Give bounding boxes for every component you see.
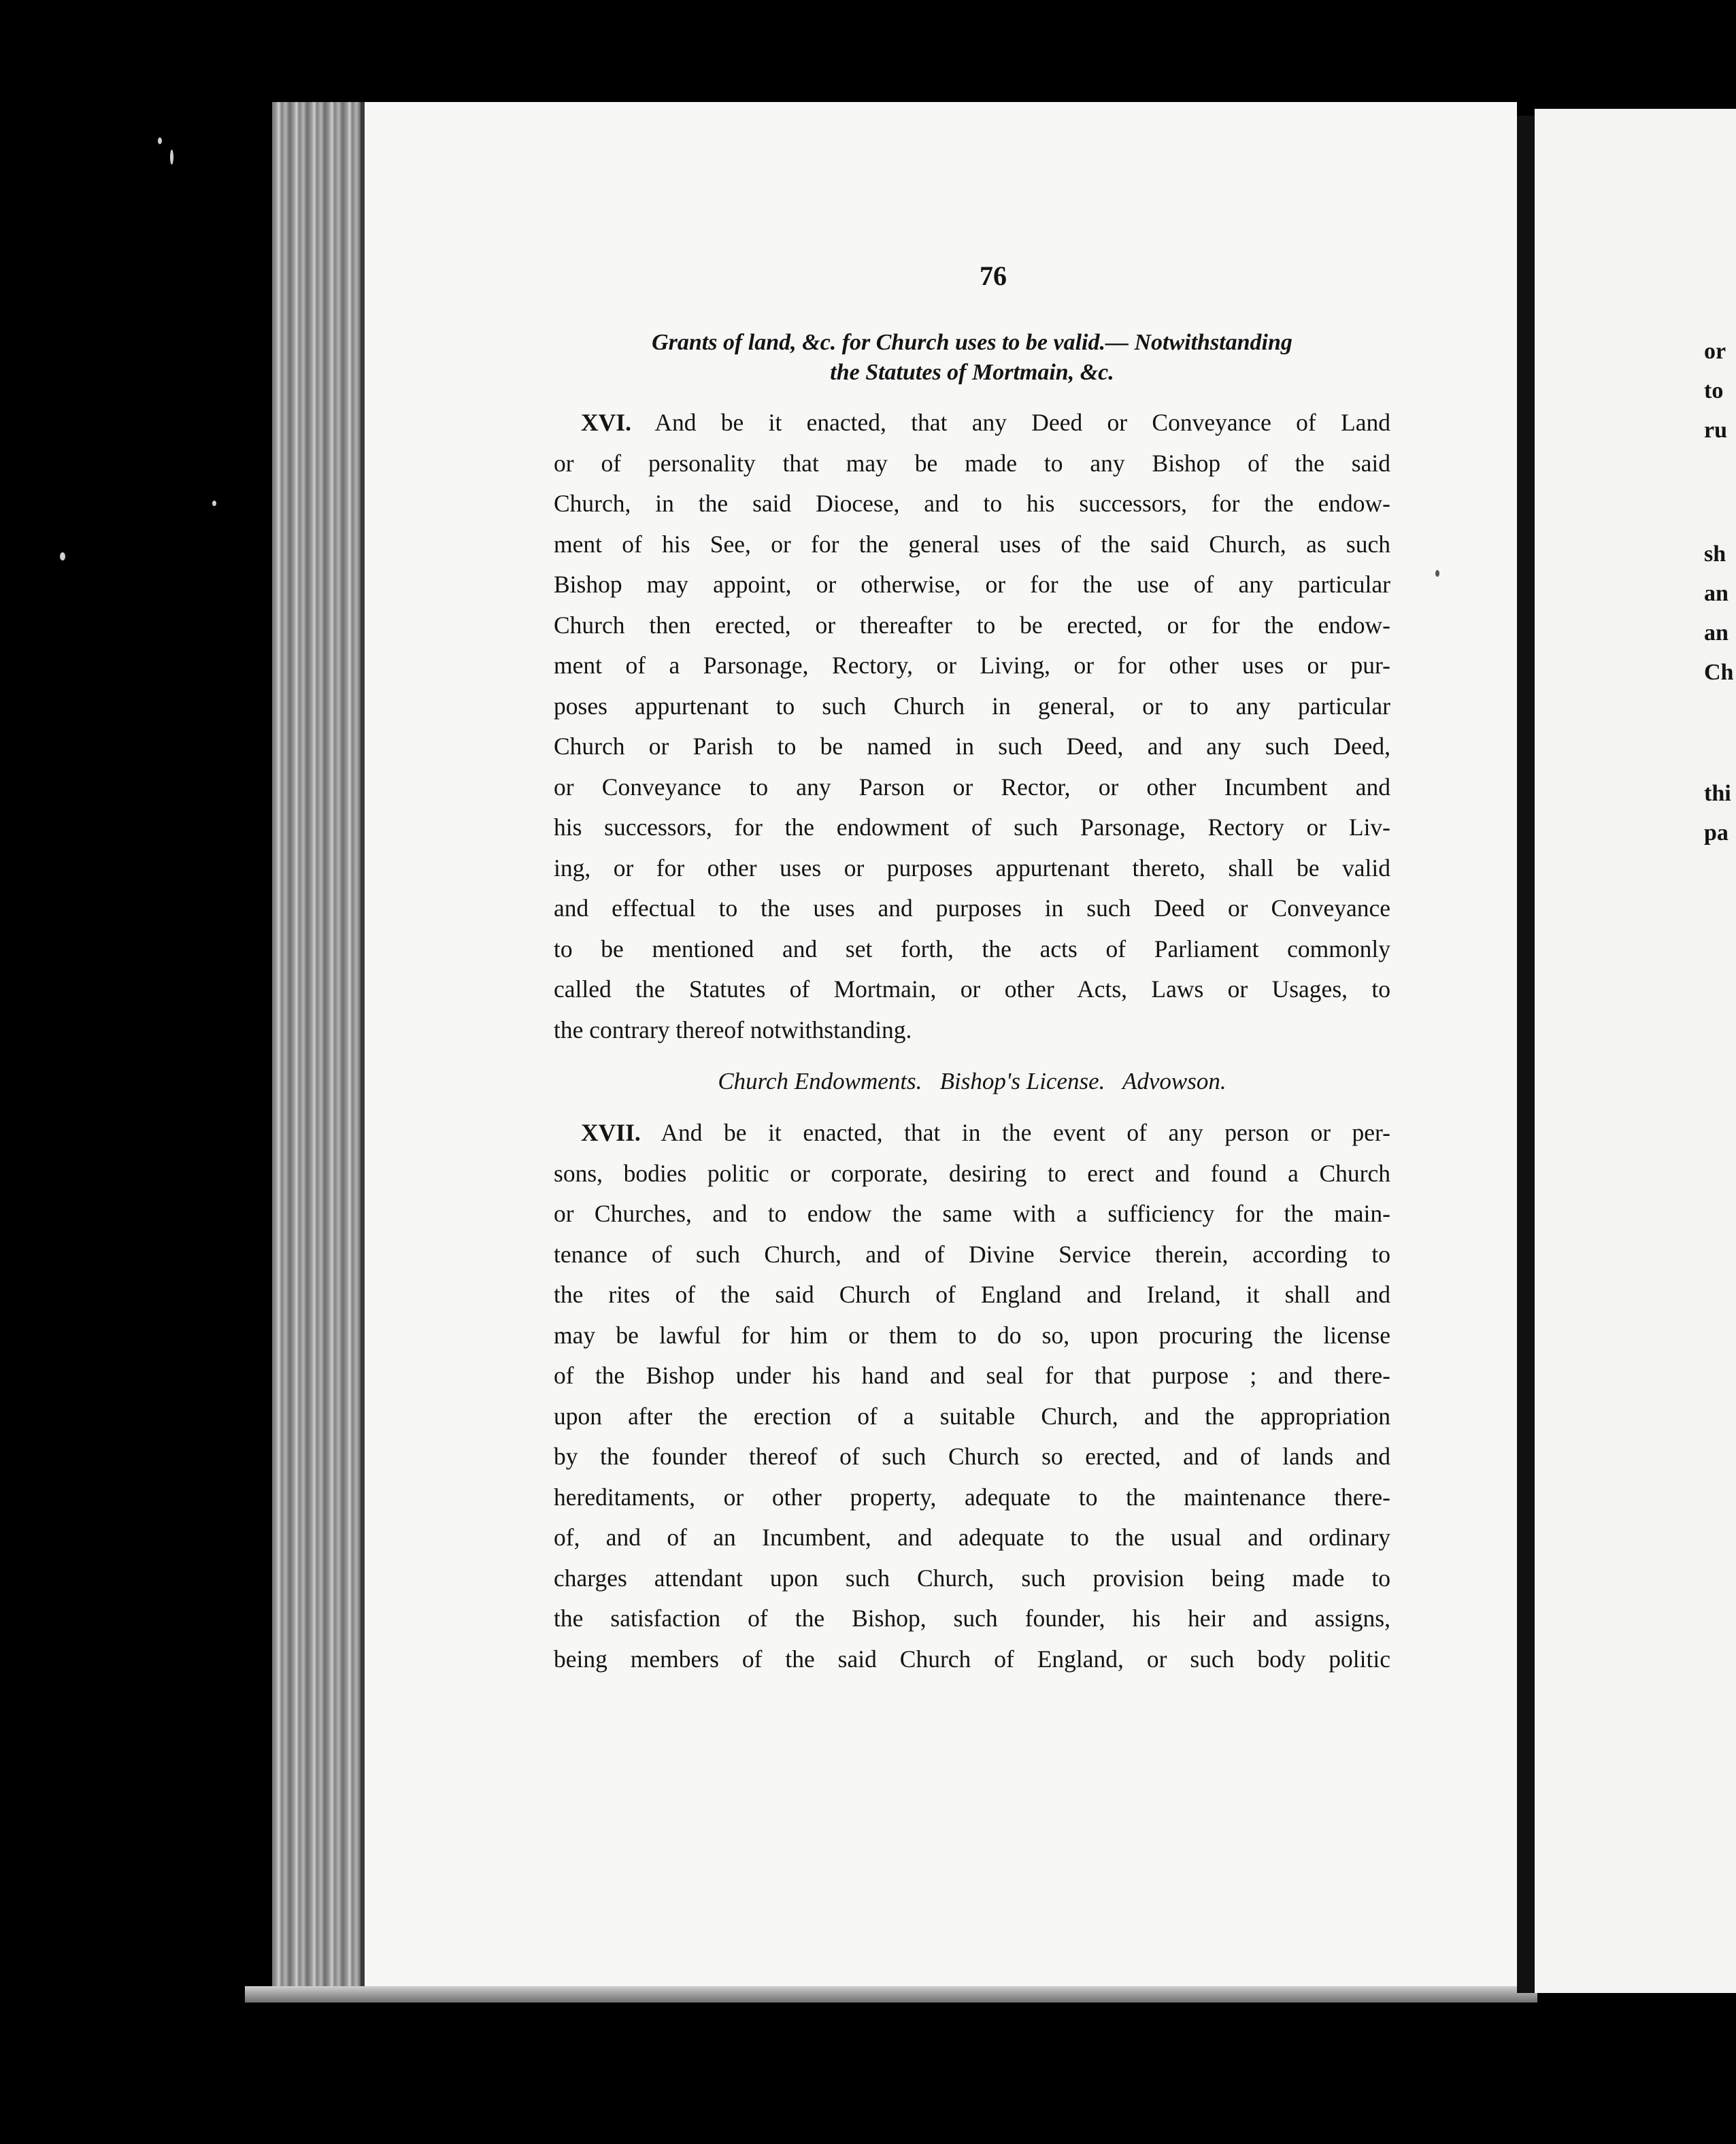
fragment: or bbox=[1704, 339, 1726, 364]
text-line bbox=[554, 403, 1390, 443]
text-span: And be it enacted, that any Deed or Conveyance of Land bbox=[654, 409, 1390, 436]
section-xvi bbox=[554, 403, 1390, 1050]
text-line: Church then erected, or thereafter to be erected, or for the endow- bbox=[554, 611, 1390, 639]
scan-speck bbox=[1435, 570, 1439, 577]
text-line: of the Bishop under his hand and seal for that purpose ; and there- bbox=[554, 1362, 1390, 1389]
text-line: may be lawful for him or them to do so, upon procuring the license bbox=[554, 1321, 1390, 1349]
text-line: being members of the said Church of England, or such body politic bbox=[554, 1645, 1390, 1673]
text-line: ment of his See, or for the general uses of the said Church, as such bbox=[554, 530, 1390, 558]
text-line: by the founder thereof of such Church so erected, and of lands and bbox=[554, 1443, 1390, 1470]
text-line: and effectual to the uses and purposes in such Deed or Conveyance bbox=[554, 894, 1390, 922]
fragment: sh bbox=[1704, 541, 1726, 567]
text-line: upon after the erection of a suitable Church, and the appropriation bbox=[554, 1402, 1390, 1430]
page-bottom-edge bbox=[245, 1986, 1537, 2003]
fragment: thi bbox=[1704, 781, 1731, 806]
text-line: or of personality that may be made to any Bishop of the said bbox=[554, 449, 1390, 477]
scan-speck bbox=[158, 137, 162, 144]
scan-speck bbox=[212, 501, 216, 506]
fragment: ru bbox=[1704, 418, 1727, 443]
text-line: or Churches, and to endow the same with a sufficiency for the main- bbox=[554, 1200, 1390, 1227]
scan-speck bbox=[170, 150, 173, 165]
text-line: of, and of an Incumbent, and adequate to the usual and ordinary bbox=[554, 1524, 1390, 1551]
text-line: or Conveyance to any Parson or Rector, or other Incumbent and bbox=[554, 773, 1390, 801]
page-edge-line bbox=[361, 102, 365, 2000]
text-line bbox=[554, 1113, 1390, 1154]
text-line: the rites of the said Church of England and Ireland, it shall and bbox=[554, 1281, 1390, 1308]
section-xvii bbox=[554, 1113, 1390, 1679]
text-line: hereditaments, or other property, adequate to the maintenance there- bbox=[554, 1483, 1390, 1511]
right-page-fragment-group-2 bbox=[1704, 535, 1733, 692]
text-line: to be mentioned and set forth, the acts of Parliament commonly bbox=[554, 935, 1390, 962]
right-page-fragment-group-1 bbox=[1704, 332, 1727, 450]
text-line: called the Statutes of Mortmain, or other Acts, Laws or Usages, to bbox=[554, 975, 1390, 1003]
text-line: poses appurtenant to such Church in general, or to any particular bbox=[554, 692, 1390, 720]
text-span: And be it enacted, that in the event of any person or per- bbox=[661, 1119, 1390, 1146]
scan-speck bbox=[60, 552, 65, 560]
section-xvi-paragraph bbox=[554, 403, 1390, 1050]
right-page-fragment-group-3 bbox=[1704, 774, 1731, 853]
page-number: 76 bbox=[980, 261, 1007, 291]
subheading: Church Endowments. Bishop's License. Advowson. bbox=[718, 1068, 1226, 1094]
fragment: an bbox=[1704, 620, 1729, 646]
section-heading-grants bbox=[554, 328, 1390, 388]
book-gutter bbox=[1517, 116, 1535, 1993]
fragment: an bbox=[1704, 581, 1729, 606]
heading-line-1: Grants of land, &c. for Church uses to be valid.— Notwithstanding bbox=[652, 330, 1292, 355]
text-line: Bishop may appoint, or otherwise, or for the use of any particular bbox=[554, 571, 1390, 598]
section-number: XVI. bbox=[581, 409, 631, 436]
section-xvii-paragraph bbox=[554, 1113, 1390, 1679]
fragment: Ch bbox=[1704, 660, 1734, 685]
text-line: the satisfaction of the Bishop, such founder, his heir and assigns, bbox=[554, 1605, 1390, 1632]
text-line: sons, bodies politic or corporate, desiring to erect and found a Church bbox=[554, 1159, 1390, 1187]
fragment: to bbox=[1704, 378, 1724, 403]
section-number: XVII. bbox=[581, 1119, 641, 1146]
text-line: his successors, for the endowment of such Parsonage, Rectory or Liv- bbox=[554, 814, 1390, 841]
text-line: Church, in the said Diocese, and to his successors, for the endow- bbox=[554, 490, 1390, 517]
heading-line-2: the Statutes of Mortmain, &c. bbox=[830, 360, 1114, 385]
fragment: pa bbox=[1704, 820, 1729, 845]
text-line: ment of a Parsonage, Rectory, or Living, or for other uses or pur- bbox=[554, 652, 1390, 679]
text-line: tenance of such Church, and of Divine Service therein, according to bbox=[554, 1240, 1390, 1268]
text-line: Church or Parish to be named in such Deed, and any such Deed, bbox=[554, 733, 1390, 760]
text-line: ing, or for other uses or purposes appurtenant thereto, shall be valid bbox=[554, 854, 1390, 882]
section-heading-endowments bbox=[554, 1062, 1390, 1101]
text-line: the contrary thereof notwithstanding. bbox=[554, 1016, 912, 1043]
page-edge-strip bbox=[272, 102, 361, 2000]
text-line: charges attendant upon such Church, such provision being made to bbox=[554, 1564, 1390, 1592]
